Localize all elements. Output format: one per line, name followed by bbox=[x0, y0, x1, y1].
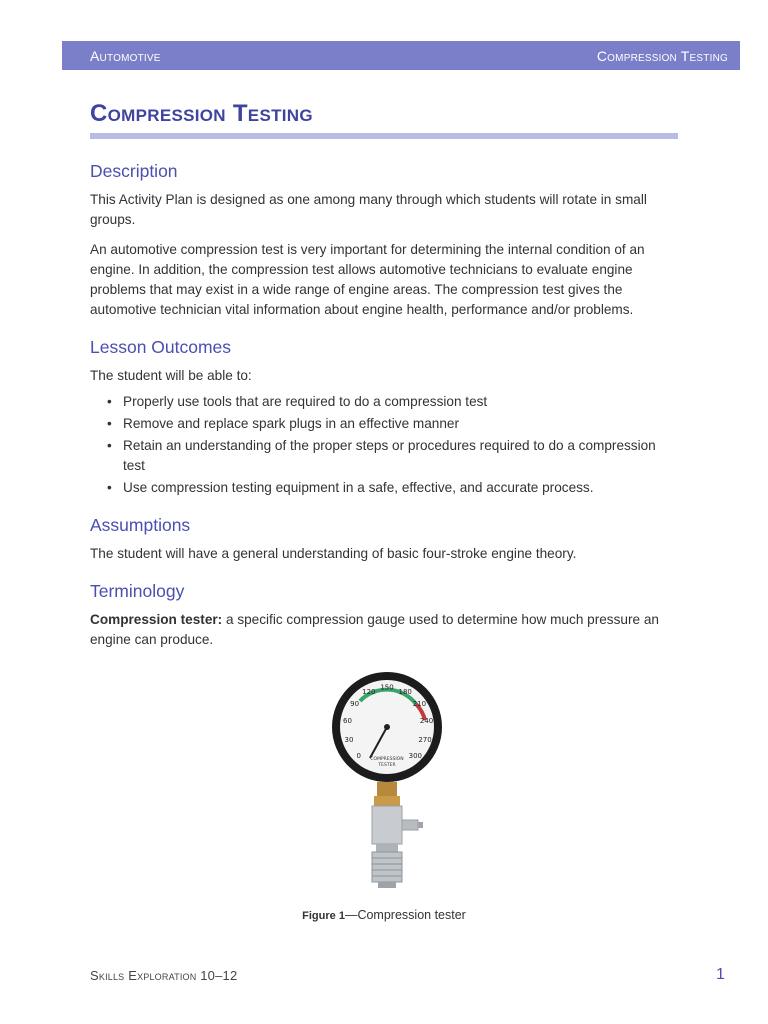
bullet-icon: • bbox=[107, 438, 112, 453]
gauge-label-2: TESTER bbox=[378, 763, 396, 768]
description-section bbox=[90, 158, 670, 320]
term-label: Compression tester: bbox=[90, 612, 223, 627]
terminology-definition bbox=[90, 610, 670, 650]
page-number: 1 bbox=[716, 966, 725, 983]
list-item: • Remove and replace spark plugs in an effective manner bbox=[90, 414, 670, 434]
gauge-tick-label: 210 bbox=[412, 700, 427, 708]
assumptions-heading: Assumptions bbox=[90, 515, 191, 535]
figure-caption bbox=[0, 908, 768, 922]
gauge-label-1: COMPRESSION bbox=[370, 757, 404, 762]
list-item: • Properly use tools that are required to do a compression test bbox=[90, 392, 670, 412]
gauge-tick-label: 270 bbox=[418, 735, 432, 744]
gauge-tick-label: 150 bbox=[380, 683, 394, 692]
term-definition: a specific compression gauge used to determine how much pressure an engine can produce. bbox=[90, 612, 659, 647]
outcomes-intro: The student will be able to: bbox=[90, 368, 252, 383]
assumptions-section bbox=[90, 512, 670, 564]
gauge-tick-label: 90 bbox=[350, 700, 360, 708]
bullet-icon: • bbox=[107, 416, 112, 431]
gauge-tick-label: 60 bbox=[343, 717, 352, 726]
compression-gauge-illustration bbox=[292, 670, 482, 895]
assumptions-text: The student will have a general understanding of basic four-stroke engine theory. bbox=[90, 546, 577, 561]
header-topic-label: Compression Testing bbox=[596, 47, 728, 64]
figure-caption-text: —Compression tester bbox=[344, 908, 466, 922]
description-heading: Description bbox=[90, 161, 178, 181]
terminology-heading: Terminology bbox=[90, 581, 185, 601]
gauge-tick-label: 300 bbox=[408, 751, 422, 760]
description-paragraph-1: This Activity Plan is designed as one among many through which students will rotate in small groups. bbox=[90, 192, 647, 227]
list-item: • Use compression testing equipment in a safe, effective, and accurate process. bbox=[90, 478, 670, 498]
gauge-tick-label: 240 bbox=[419, 717, 434, 726]
outcomes-list bbox=[90, 392, 670, 498]
bullet-icon: • bbox=[107, 480, 112, 495]
running-header bbox=[62, 41, 740, 70]
gauge-tick-label: 180 bbox=[398, 687, 412, 696]
outcomes-section bbox=[90, 334, 670, 498]
page-title: Compression Testing bbox=[90, 100, 313, 127]
description-paragraph-2: An automotive compression test is very important for determining the internal condition of an engine. In addition, the compression test allows automotive technicians to evaluate engine problems that may exist in a wide range of engine areas. The compression test gives the automotive technician vital information about engine health, performance and/or problems. bbox=[90, 242, 645, 317]
gauge-tick-label: 0 bbox=[356, 751, 361, 760]
title-underline-rule bbox=[90, 133, 678, 139]
terminology-section bbox=[90, 578, 670, 650]
outcomes-heading: Lesson Outcomes bbox=[90, 337, 232, 357]
footer-course-label: Skills Exploration 10–12 bbox=[90, 968, 238, 983]
header-section-label: Automotive bbox=[90, 47, 161, 64]
list-item: • Retain an understanding of the proper steps or procedures required to do a compression test bbox=[107, 438, 656, 473]
figure-number: Figure 1 bbox=[302, 910, 345, 922]
bullet-icon: • bbox=[107, 394, 112, 409]
gauge-tick-label: 120 bbox=[362, 687, 376, 696]
compression-tester-figure bbox=[292, 670, 482, 895]
main-content bbox=[90, 158, 670, 664]
gauge-tick-label: 30 bbox=[344, 735, 354, 744]
